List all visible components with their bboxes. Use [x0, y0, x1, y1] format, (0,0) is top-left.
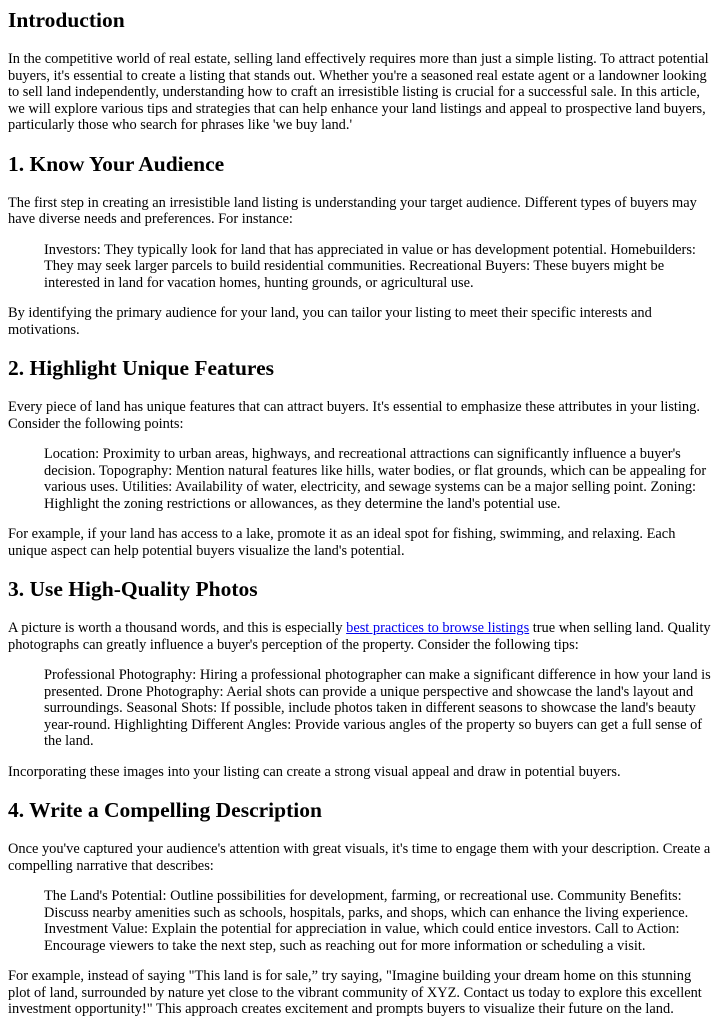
audience-quote: Investors: They typically look for land that has appreciated in value or has development potential. Homebuilders: They may seek larger parcels to build residential communities. Recreational Buyers: These buyers might be interested in land for vacation homes, hunting grounds, or agricultural use. — [44, 241, 696, 291]
description-paragraph: Once you've captured your audience's attention with great visuals, it's time to engage them with your description. Create a compelling narrative that describes: — [8, 841, 711, 874]
photos-quote: Professional Photography: Hiring a professional photographer can make a significant difference in how your land is presented. Drone Photography: Aerial shots can provide a unique perspective and showcase the land's layout and surroundings. Seasonal Shots: If possible, include photos taken in different seasons to showcase the land's beauty year-round. Highlighting Different Angles: Provide various angles of the property so buyers can get a full sense of the land. — [44, 667, 711, 749]
photos-paragraph-start: A picture is worth a thousand words, and this is especially — [8, 620, 347, 636]
heading-introduction: Introduction — [8, 8, 125, 32]
heading-write-compelling-description: 4. Write a Compelling Description — [8, 798, 322, 822]
description-quote: The Land's Potential: Outline possibilities for development, farming, or recreational use. Community Benefits: Discuss nearby amenities such as schools, hospitals, parks, and shops, which can enhance the living experience. Investment Value: Explain the potential for appreciation in value, which could entice investors. Call to Action: Encourage viewers to take the next step, such as reaching out for more information or scheduling a visit. — [44, 888, 689, 954]
photos-paragraph — [8, 620, 712, 653]
audience-closing: By identifying the primary audience for your land, you can tailor your listing to meet their specific interests and motivations. — [8, 305, 652, 338]
heading-use-high-quality-photos: 3. Use High-Quality Photos — [8, 577, 258, 601]
features-closing: For example, if your land has access to a lake, promote it as an ideal spot for fishing, swimming, and relaxing. Each unique aspect can help potential buyers visualize the land's potential. — [8, 526, 676, 559]
description-closing: For example, instead of saying "This land is for sale,” try saying, "Imagine building your dream home on this stunning plot of land, surrounded by nature yet close to the vibrant community of XYZ. Contact us today to explore this excellent investment opportunity!" This approach creates excitement and prompts buyers to visualize their future on the land. — [8, 968, 702, 1017]
heading-highlight-unique-features: 2. Highlight Unique Features — [8, 356, 274, 380]
features-quote: Location: Proximity to urban areas, highways, and recreational attractions can significantly influence a buyer's decision. Topography: Mention natural features like hills, water bodies, or flat grounds, which can be appealing for various uses. Utilities: Availability of water, electricity, and sewage systems can be a major selling point. Zoning: Highlight the zoning restrictions or allowances, as they determine the land's potential use. — [44, 446, 707, 512]
heading-know-your-audience: 1. Know Your Audience — [8, 151, 225, 176]
photos-paragraph-end: true when selling land. Quality photographs can greatly influence a buyer's perception of the property. Consider the following tips: — [8, 620, 711, 653]
photos-closing: Incorporating these images into your listing can create a strong visual appeal and draw in potential buyers. — [8, 763, 621, 780]
intro-paragraph: In the competitive world of real estate, selling land effectively requires more than just a simple listing. To attract potential buyers, it's essential to create a listing that stands out. Whether you're a seasoned real estate agent or a landowner looking to sell land independently, understanding how to craft an irresistible listing is crucial for a successful sale. In this article, we will explore various tips and strategies that can help enhance your land listings and appeal to prospective land buyers, particularly those who search for phrases like 'we buy land.' — [8, 51, 709, 133]
features-paragraph: Every piece of land has unique features that can attract buyers. It's essential to emphasize these attributes in your listing. Consider the following points: — [8, 399, 700, 432]
audience-paragraph: The first step in creating an irresistible land listing is understanding your target audience. Different types of buyers may have diverse needs and preferences. For instance: — [8, 194, 697, 227]
browse-listings-link[interactable]: best practices to browse listings — [346, 620, 530, 636]
